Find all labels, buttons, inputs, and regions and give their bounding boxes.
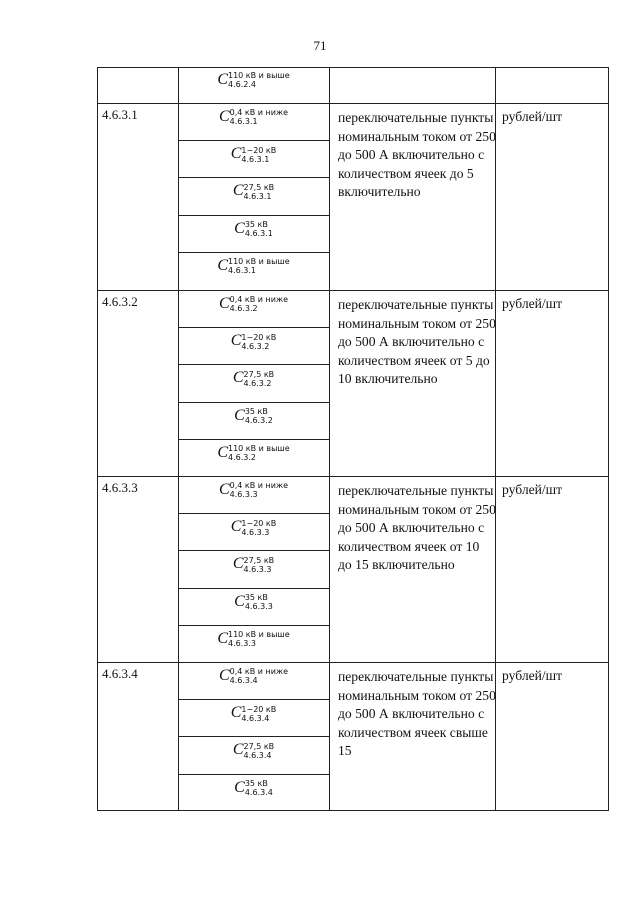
formula-subscript: 4.6.3.3 bbox=[229, 490, 258, 500]
formula-subscript: 4.6.3.4 bbox=[243, 750, 272, 760]
row-divider bbox=[98, 103, 608, 104]
column-divider bbox=[329, 68, 330, 810]
formula-cell bbox=[179, 555, 328, 573]
formula-symbol: C bbox=[218, 108, 230, 125]
formula-divider bbox=[178, 625, 329, 626]
formula-superscript: 1−20 кВ bbox=[241, 518, 277, 528]
item-description: переключательные пункты номинальным током от 250 до 500 А включительно с количеством ячеек до 5 включительно bbox=[338, 110, 496, 200]
formula-superscript: 0,4 кВ и ниже bbox=[229, 108, 289, 118]
formula-divider bbox=[178, 364, 329, 365]
formula-subscript: 4.6.3.3 bbox=[227, 639, 256, 649]
formula-cell bbox=[179, 332, 328, 350]
item-code: 4.6.3.3 bbox=[102, 480, 138, 495]
formula-symbol: C bbox=[234, 778, 245, 796]
formula-superscript: 110 кВ и выше bbox=[227, 444, 290, 454]
row-divider bbox=[98, 476, 608, 477]
formula-subscript: 4.6.2.4 bbox=[227, 80, 256, 90]
formula-cell bbox=[179, 145, 328, 163]
formula-divider bbox=[178, 774, 329, 775]
formula-subscript: 4.6.3.3 bbox=[243, 564, 272, 574]
row-divider bbox=[98, 290, 608, 291]
formula-superscript: 27,5 кВ bbox=[243, 182, 275, 192]
formula-superscript: 27,5 кВ bbox=[243, 369, 275, 379]
formula-divider bbox=[178, 513, 329, 514]
formula-symbol: C bbox=[217, 71, 228, 88]
formula-superscript: 110 кВ и выше bbox=[227, 71, 290, 81]
formula-divider bbox=[178, 215, 329, 216]
formula-subscript: 4.6.3.3 bbox=[244, 601, 273, 611]
formula-divider bbox=[178, 252, 329, 253]
formula-superscript: 35 кВ bbox=[244, 219, 268, 229]
formula-cell bbox=[179, 444, 328, 462]
item-code: 4.6.3.2 bbox=[102, 294, 138, 309]
formula-symbol: C bbox=[217, 629, 228, 647]
formula-subscript: 4.6.3.1 bbox=[241, 154, 270, 164]
formula-superscript: 35 кВ bbox=[244, 406, 268, 416]
formula-superscript: 110 кВ и выше bbox=[227, 257, 290, 267]
formula-superscript: 27,5 кВ bbox=[243, 741, 275, 751]
formula-divider bbox=[178, 177, 329, 178]
formula-superscript: 0,4 кВ и ниже bbox=[229, 481, 289, 491]
formula-symbol: C bbox=[230, 332, 242, 350]
formula-symbol: C bbox=[234, 219, 245, 237]
formula-symbol: C bbox=[230, 145, 242, 163]
formula-divider bbox=[178, 327, 329, 328]
formula-subscript: 4.6.3.2 bbox=[244, 415, 273, 425]
rates-table bbox=[97, 67, 609, 811]
formula-subscript: 4.6.3.1 bbox=[227, 266, 256, 276]
formula-subscript: 4.6.3.4 bbox=[229, 676, 258, 686]
formula-subscript: 4.6.3.2 bbox=[229, 304, 258, 314]
item-description: переключательные пункты номинальным током от 250 до 500 А включительно с количеством ячеек от 5 до 10 включительно bbox=[338, 297, 496, 387]
formula-cell bbox=[179, 295, 328, 313]
formula-cell bbox=[179, 630, 328, 648]
formula-symbol: C bbox=[232, 369, 244, 387]
formula-cell bbox=[179, 257, 328, 275]
formula-subscript: 4.6.3.4 bbox=[244, 787, 273, 797]
item-description: переключательные пункты номинальным током от 250 до 500 А включительно с количеством ячеек от 10 до 15 включительно bbox=[338, 483, 496, 573]
formula-symbol: C bbox=[218, 295, 230, 312]
formula-cell bbox=[179, 704, 328, 722]
item-code: 4.6.3.1 bbox=[102, 107, 138, 122]
table-row bbox=[98, 68, 608, 103]
item-unit: рублей/шт bbox=[502, 482, 563, 497]
formula-subscript: 4.6.3.1 bbox=[244, 228, 273, 238]
formula-superscript: 0,4 кВ и ниже bbox=[229, 295, 289, 305]
formula-subscript: 4.6.3.2 bbox=[227, 453, 256, 463]
formula-cell bbox=[179, 369, 328, 387]
formula-symbol: C bbox=[218, 481, 230, 498]
item-unit: рублей/шт bbox=[502, 296, 563, 311]
formula-superscript: 1−20 кВ bbox=[241, 332, 277, 342]
formula-divider bbox=[178, 402, 329, 403]
formula-divider bbox=[178, 699, 329, 700]
formula-subscript: 4.6.3.1 bbox=[229, 117, 258, 127]
formula-cell bbox=[179, 667, 328, 685]
item-unit: рублей/шт bbox=[502, 109, 563, 124]
formula-cell bbox=[179, 593, 328, 611]
formula-subscript: 4.6.3.2 bbox=[241, 341, 270, 351]
formula-symbol: C bbox=[230, 518, 242, 536]
formula-divider bbox=[178, 439, 329, 440]
formula-divider bbox=[178, 550, 329, 551]
item-unit: рублей/шт bbox=[502, 668, 563, 683]
formula-cell bbox=[179, 518, 328, 536]
item-code: 4.6.3.4 bbox=[102, 666, 138, 681]
formula-symbol: C bbox=[218, 667, 230, 684]
formula-cell bbox=[179, 220, 328, 238]
formula-cell bbox=[179, 741, 328, 759]
item-description: переключательные пункты номинальным током от 250 до 500 А включительно с количеством ячеек свыше 15 bbox=[338, 669, 496, 759]
formula-symbol: C bbox=[232, 741, 244, 759]
formula-subscript: 4.6.3.2 bbox=[243, 378, 272, 388]
formula-superscript: 1−20 кВ bbox=[241, 145, 277, 155]
formula-symbol: C bbox=[230, 704, 242, 722]
formula-cell bbox=[179, 481, 328, 499]
formula-subscript: 4.6.3.1 bbox=[243, 191, 272, 201]
formula-symbol: C bbox=[234, 592, 245, 610]
formula-symbol: C bbox=[217, 443, 228, 461]
formula-divider bbox=[178, 140, 329, 141]
formula-symbol: C bbox=[232, 182, 244, 200]
formula-cell bbox=[179, 779, 328, 797]
formula-cell bbox=[179, 71, 328, 89]
formula-divider bbox=[178, 588, 329, 589]
formula-cell bbox=[179, 407, 328, 425]
formula-superscript: 35 кВ bbox=[244, 592, 268, 602]
formula-cell bbox=[179, 182, 328, 200]
formula-divider bbox=[178, 736, 329, 737]
page-number: 71 bbox=[313, 38, 327, 53]
formula-superscript: 35 кВ bbox=[244, 778, 268, 788]
formula-symbol: C bbox=[232, 555, 244, 573]
formula-symbol: C bbox=[217, 256, 228, 274]
formula-symbol: C bbox=[234, 406, 245, 424]
formula-superscript: 0,4 кВ и ниже bbox=[229, 667, 289, 677]
formula-superscript: 27,5 кВ bbox=[243, 555, 275, 565]
formula-superscript: 1−20 кВ bbox=[241, 704, 277, 714]
formula-cell bbox=[179, 108, 328, 126]
formula-subscript: 4.6.3.4 bbox=[241, 713, 270, 723]
formula-superscript: 110 кВ и выше bbox=[227, 630, 290, 640]
formula-subscript: 4.6.3.3 bbox=[241, 527, 270, 537]
row-divider bbox=[98, 662, 608, 663]
